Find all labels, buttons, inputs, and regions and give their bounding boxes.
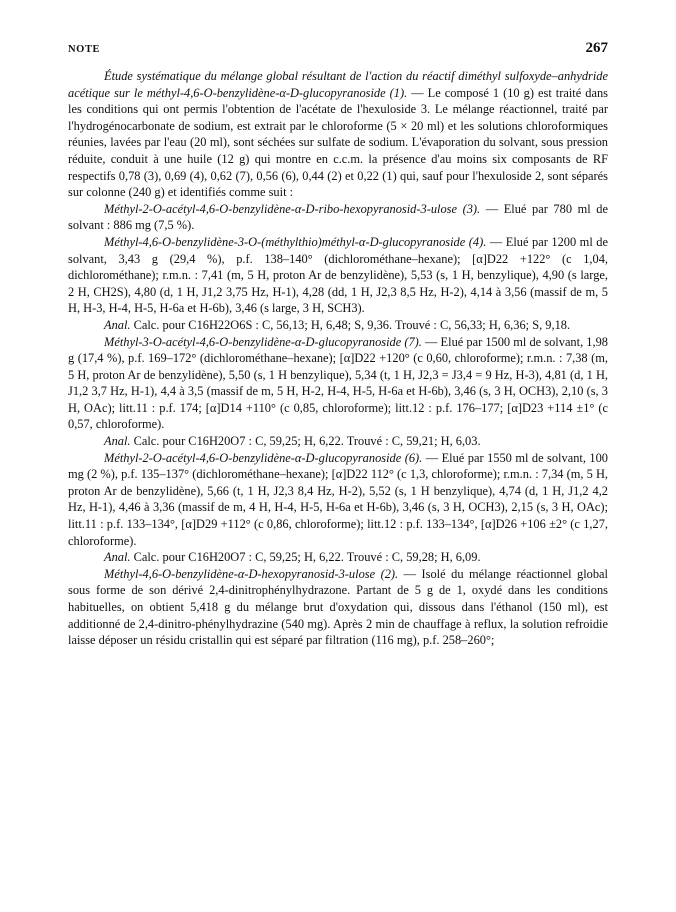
running-head: NOTE bbox=[68, 44, 101, 55]
paragraph-text: — Elué par 780 ml de solvant : 886 mg (7,5 %). bbox=[68, 201, 608, 233]
paragraph-text: Calc. pour C16H20O7 : C, 59,25; H, 6,22. Trouvé : C, 59,21; H, 6,03. bbox=[130, 434, 481, 449]
paragraph-analysis-7 bbox=[68, 433, 608, 450]
paragraph-analysis-4 bbox=[68, 317, 608, 334]
body-text bbox=[68, 68, 608, 649]
paragraph-text: Calc. pour C16H20O7 : C, 59,25; H, 6,22. Trouvé : C, 59,28; H, 6,09. bbox=[130, 550, 481, 565]
paragraph-compound-6 bbox=[68, 450, 608, 550]
paragraph-title: Étude systématique du mélange global résultant de l'action du réactif diméthyl sulfoxyde–anhydride acétique sur le méthyl-4,6-O-benzylidène-α-D-glucopyranoside (1). bbox=[68, 69, 608, 100]
paragraph-study bbox=[68, 68, 608, 201]
paragraph-title: Méthyl-2-O-acétyl-4,6-O-benzylidène-α-D-ribo-hexopyranosid-3-ulose (3). bbox=[104, 201, 481, 216]
paragraph-title: Anal. bbox=[104, 317, 131, 332]
paragraph-analysis-6 bbox=[68, 549, 608, 566]
paragraph-title: Anal. bbox=[104, 550, 131, 565]
paragraph-title: Méthyl-4,6-O-benzylidène-3-O-(méthylthio)méthyl-α-D-glucopyranoside (4). bbox=[104, 234, 487, 249]
paragraph-title: Méthyl-3-O-acétyl-4,6-O-benzylidène-α-D-glucopyranoside (7). bbox=[104, 334, 422, 349]
paragraph-text: — Elué par 1500 ml de solvant, 1,98 g (17,4 %), p.f. 169–172° (dichlorométhane–hexane); [α]D22 +120° (c 0,60, chloroforme); r.m.n. : 7,38 (m, 5 H, proton Ar de benzylidène), 5,50 (s, 1 H benzylique), 5,34 (t, 1 H, J2,3 = J3,4 = 9 Hz, H-3), 4,81 (d, 1 H, J1,2 3,7 Hz, H-1), 4,4 à 3,5 (massif de m, 5 H, H-2, H-4, H-5, H-6a et H-6b), 3,46 (s, 3 H, OCH3), 2,10 (s, 3 H, OAc); litt.11 : p.f. 174; [α]D14 +110° (c 0,85, chloroforme); litt.12 : p.f. 176–177; [α]D23 +114 ±1° (c 0,57, chloroforme). bbox=[68, 334, 608, 432]
paragraph-compound-3 bbox=[68, 201, 608, 234]
paragraph-text: — Elué par 1550 ml de solvant, 100 mg (2 %), p.f. 135–137° (dichlorométhane–hexane); [α]D22 112° (c 1,3, chloroforme); r.m.n. : 7,34 (m, 5 H, proton Ar de benzylidène), 5,66 (t, 1 H, J2,3 8,4 Hz, H-2), 5,52 (s, 1 H benzylique), 4,74 (d, 1 H, J1,2 4,2 Hz, H-1), 4,46 à 3,36 (massif de m, 4 H, H-4, H-5, H-6a et H-6b), 3,46 (s, 3 H, OCH3), 2,15 (s, 3 H, OAc); litt.11 : p.f. 133–134°, [α]D29 +112° (c 0,86, chloroforme); litt.12 : p.f. 133–134°, [α]D26 +106 ±2° (c 1,27, chloroforme). bbox=[68, 450, 608, 548]
paragraph-title: Méthyl-2-O-acétyl-4,6-O-benzylidène-α-D-glucopyranoside (6). bbox=[104, 450, 423, 465]
paragraph-title: Anal. bbox=[104, 434, 131, 449]
paragraph-text: Calc. pour C16H22O6S : C, 56,13; H, 6,48; S, 9,36. Trouvé : C, 56,33; H, 6,36; S, 9,18. bbox=[130, 317, 571, 332]
paragraph-compound-7 bbox=[68, 334, 608, 434]
page-header bbox=[68, 40, 608, 60]
paragraph-compound-4 bbox=[68, 234, 608, 317]
paragraph-text: — Isolé du mélange réactionnel global sous forme de son dérivé 2,4-dinitrophénylhydrazone. Partant de 5 g de 1, oxydé dans les conditions habituelles, on obtient 5,418 g du mélange brut d'oxydation qui, dissous dans l'éthanol (150 ml), est additionné de 2,4-dinitro-phénylhydrazine (540 mg). Après 2 min de chauffage à reflux, la solution refroidie laisse déposer un résidu cristallin qui est séparé par filtration (116 mg), p.f. 258–260°; bbox=[68, 566, 608, 648]
paragraph-text: — Elué par 1200 ml de solvant, 3,43 g (29,4 %), p.f. 138–140° (dichlorométhane–hexane); [α]D22 +122° (c 1,04, dichlorométhane); r.m.n. : 7,41 (m, 5 H, proton Ar de benzylidène), 5,53 (s, 1 H, benzylique), 4,90 (s large, 2 H, CH2S), 4,80 (d, 1 H, J1,2 3,75 Hz, H-1), 4,28 (dd, 1 H, J2,3 8,5 Hz, H-2), 4,14 à 3,56 (massif de m, 5 H, H-3, H-4, H-5, H-6a et H-6b), 3,46 (s large, 3 H, SCH3). bbox=[68, 234, 608, 316]
page-number: 267 bbox=[585, 40, 608, 56]
paragraph-title: Méthyl-4,6-O-benzylidène-α-D-hexopyranosid-3-ulose (2). bbox=[104, 566, 399, 581]
paragraph-compound-2 bbox=[68, 566, 608, 649]
paragraph-text: — Le composé 1 (10 g) est traité dans les conditions qui ont permis l'obtention de l'acétate de l'hexuloside 3. Le mélange réactionnel, traité par l'hydrogénocarbonate de sodium, est extrait par le chloroforme (5 × 20 ml) et les solutions chloroformiques réunies, lavées par l'eau (20 ml), sont séchées sur sulfate de sodium. L'évaporation du solvant, sous pression réduite, conduit à une huile (12 g) qui montre en c.c.m. la présence d'au moins six composants de RF respectifs 0,78 (3), 0,69 (4), 0,62 (7), 0,56 (6), 0,44 (2) et 0,22 (1) qui, sauf pour l'hexuloside 2, sont séparés sur colonne (240 g) et identifiés comme suit : bbox=[68, 85, 608, 200]
